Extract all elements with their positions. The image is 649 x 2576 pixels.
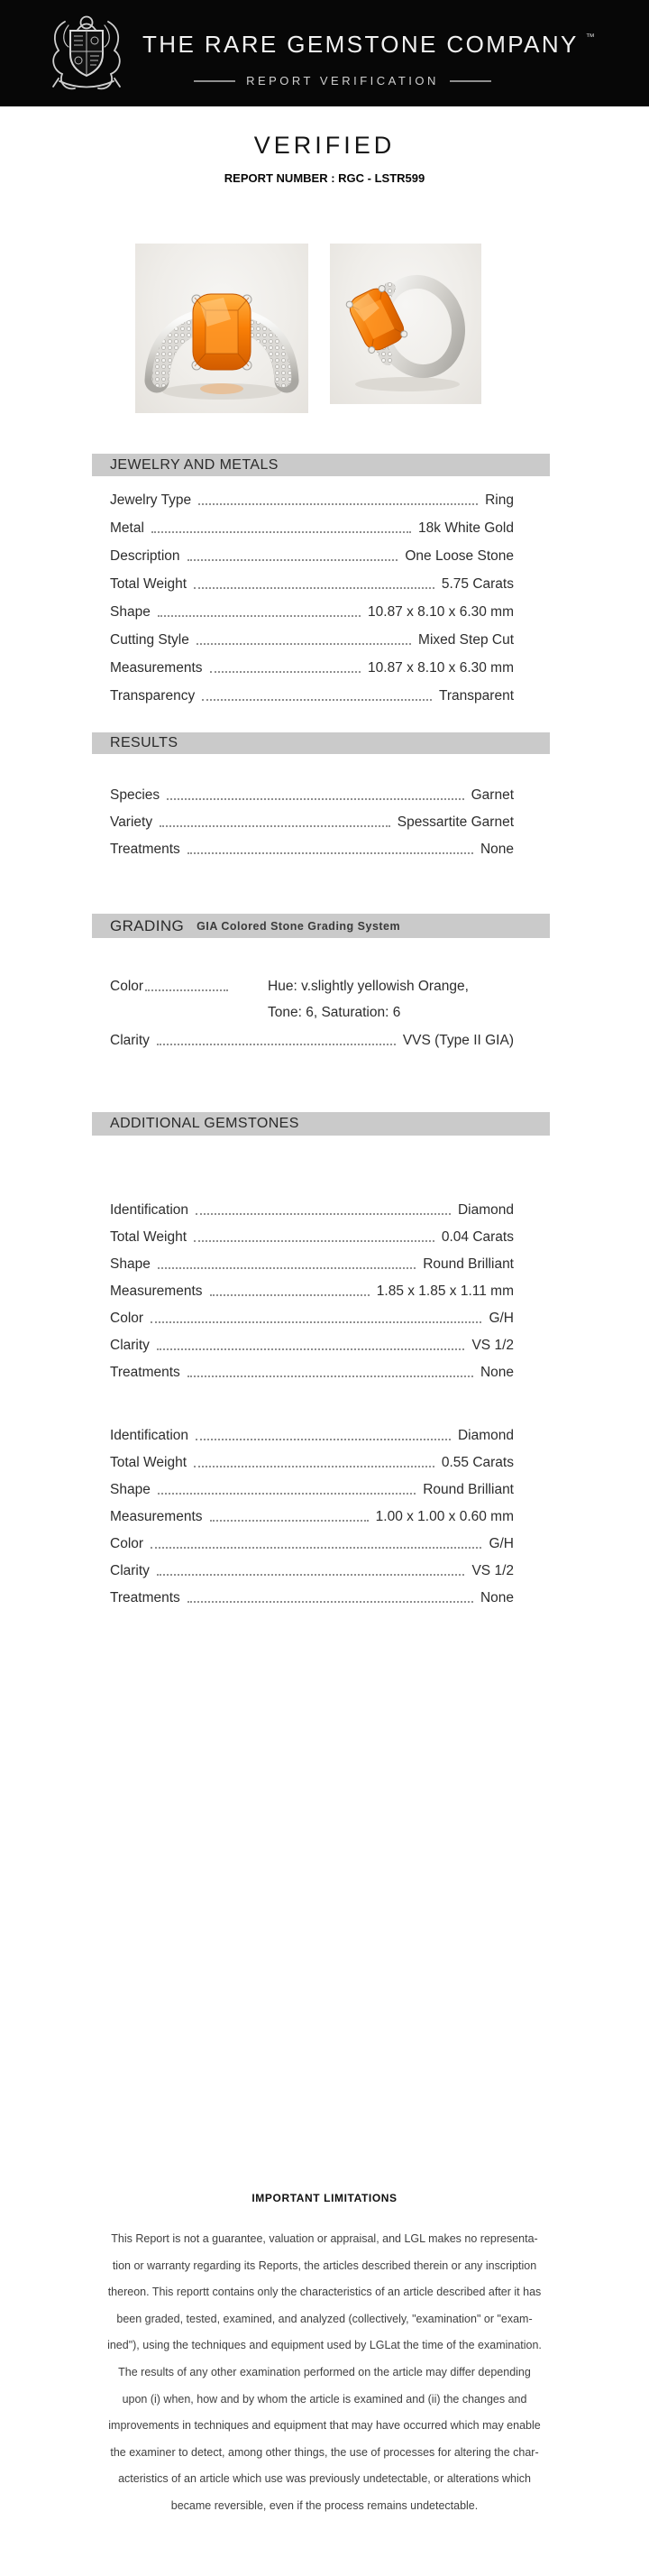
dotted-leader	[158, 615, 361, 617]
additional-gemstones-group-1	[110, 1195, 514, 1385]
grading-color-row	[110, 971, 514, 998]
spec-value: Diamond	[457, 1427, 514, 1443]
spec-value: Round Brilliant	[423, 1256, 514, 1272]
spec-value: Ring	[485, 492, 514, 508]
spec-value: VS 1/2	[471, 1337, 514, 1353]
spec-value: VVS (Type II GIA)	[402, 1032, 514, 1048]
limitations-line: thereon. This reportt contains only the characteristics of an article described after it has	[107, 2286, 542, 2299]
limitations-title: IMPORTANT LIMITATIONS	[251, 2192, 398, 2204]
spec-value: 5.75 Carats	[441, 575, 514, 592]
spec-label: Total Weight	[110, 1454, 187, 1470]
spec-value: 10.87 x 8.10 x 6.30 mm	[368, 603, 514, 620]
spec-label: Color	[110, 978, 144, 994]
spec-row	[110, 652, 514, 680]
trademark-symbol: ™	[585, 32, 595, 42]
dotted-leader	[158, 1493, 416, 1495]
spec-value: Hue: v.slightly yellowish Orange,	[268, 978, 469, 994]
ring-front-photo	[135, 244, 308, 413]
spec-value: 0.04 Carats	[441, 1228, 514, 1245]
spec-value: G/H	[489, 1535, 514, 1551]
grading-color-row-line2	[110, 998, 514, 1026]
dotted-leader	[187, 852, 473, 854]
spec-label: Metal	[110, 520, 144, 536]
additional-gemstones-group-2	[110, 1421, 514, 1610]
dotted-leader	[151, 1547, 481, 1549]
spec-value: None	[480, 1589, 514, 1605]
dotted-leader	[196, 1213, 451, 1215]
limitations-line: ined"), using the techniques and equipment used by LGLat the time of the examination.	[107, 2339, 542, 2352]
spec-label: Shape	[110, 1256, 151, 1272]
spec-label: Treatments	[110, 1364, 180, 1380]
spec-value: Mixed Step Cut	[418, 631, 514, 648]
spec-row	[110, 568, 514, 596]
spec-value: Tone: 6, Saturation: 6	[268, 1005, 401, 1020]
tagline-rule-right	[450, 80, 491, 82]
dotted-leader	[157, 1044, 396, 1045]
spec-row	[110, 512, 514, 540]
spec-row	[110, 1276, 514, 1303]
dotted-leader	[151, 531, 411, 533]
limitations-line: the examiner to detect, among other things, the use of processes for altering the char-	[110, 2445, 539, 2459]
spec-label: Clarity	[110, 1337, 150, 1353]
spec-row	[110, 1529, 514, 1556]
dotted-leader	[158, 1267, 416, 1269]
dotted-leader	[160, 825, 390, 827]
spec-label: Total Weight	[110, 575, 187, 592]
spec-label: Shape	[110, 1481, 151, 1497]
spec-value: 18k White Gold	[418, 520, 514, 536]
spec-row	[110, 834, 514, 861]
spec-row	[110, 540, 514, 568]
spec-value: VS 1/2	[471, 1562, 514, 1578]
spec-value: None	[480, 1364, 514, 1380]
spec-value: 0.55 Carats	[441, 1454, 514, 1470]
spec-value: 1.00 x 1.00 x 0.60 mm	[375, 1508, 514, 1524]
dotted-leader	[187, 559, 398, 561]
limitations-line: The results of any other examination performed on the article may differ depending	[118, 2365, 531, 2378]
limitations-line: acteristics of an article which use was previously undetectable, or alterations which	[118, 2472, 531, 2486]
spec-value: Diamond	[457, 1201, 514, 1218]
dotted-leader	[145, 989, 228, 991]
spec-label: Clarity	[110, 1562, 150, 1578]
spec-label: Color	[110, 1535, 144, 1551]
spec-label: Identification	[110, 1427, 189, 1443]
spec-row	[110, 596, 514, 624]
dotted-leader	[167, 798, 463, 800]
section-header-results	[92, 732, 550, 754]
spec-row	[110, 1421, 514, 1448]
spec-value: Transparent	[439, 687, 514, 704]
dotted-leader	[210, 1520, 369, 1522]
spec-label: Treatments	[110, 1589, 180, 1605]
dotted-leader	[194, 587, 434, 589]
section-header-jewelry-and-metals	[92, 454, 550, 476]
spec-label: Jewelry Type	[110, 492, 192, 508]
spec-row	[110, 1502, 514, 1529]
spec-row	[110, 1249, 514, 1276]
spec-label: Treatments	[110, 841, 180, 857]
grading-rows	[110, 971, 514, 1053]
jewelry-and-metals-rows	[110, 484, 514, 708]
spec-label: Variety	[110, 814, 153, 830]
spec-label: Cutting Style	[110, 631, 189, 648]
ring-front-illustration	[135, 244, 308, 413]
dotted-leader	[157, 1574, 465, 1576]
company-crest-logo	[45, 11, 128, 96]
spec-value: G/H	[489, 1310, 514, 1326]
dotted-leader	[157, 1348, 465, 1350]
dotted-leader	[196, 1439, 451, 1440]
dotted-leader	[187, 1375, 473, 1377]
company-name-line	[142, 31, 595, 59]
dotted-leader	[197, 643, 411, 645]
spec-label: Measurements	[110, 659, 203, 676]
spec-row	[110, 1303, 514, 1330]
tagline-row	[135, 74, 550, 87]
spec-row	[110, 1475, 514, 1502]
dotted-leader	[202, 699, 432, 701]
spec-label: Shape	[110, 603, 151, 620]
spec-value: 1.85 x 1.85 x 1.11 mm	[376, 1283, 514, 1299]
company-name: THE RARE GEMSTONE COMPANY	[142, 31, 579, 58]
ring-side-illustration	[330, 244, 481, 404]
section-header-additional-gemstones	[92, 1112, 550, 1136]
spec-label: Transparency	[110, 687, 196, 704]
spec-label: Clarity	[110, 1032, 150, 1048]
report-number: REPORT NUMBER : RGC - LSTR599	[224, 171, 425, 185]
spec-row	[110, 624, 514, 652]
section-title: ADDITIONAL GEMSTONES	[110, 1116, 299, 1131]
limitations-line: upon (i) when, how and by whom the article is examined and (ii) the changes and	[122, 2392, 527, 2406]
spec-label: Identification	[110, 1201, 189, 1218]
limitations-line: been graded, tested, examined, and analyzed (collectively, "examination" or "exam-	[116, 2312, 533, 2325]
spec-value: 10.87 x 8.10 x 6.30 mm	[368, 659, 514, 676]
spec-value: Garnet	[471, 787, 514, 803]
spec-label: Species	[110, 787, 160, 803]
spec-value: None	[480, 841, 514, 857]
limitations-line: tion or warranty regarding its Reports, the articles described therein or any inscription	[112, 2259, 537, 2272]
spec-value: One Loose Stone	[405, 547, 514, 564]
spec-row	[110, 780, 514, 807]
spec-row	[110, 1330, 514, 1357]
results-rows	[110, 780, 514, 861]
dotted-leader	[210, 1294, 370, 1296]
spec-label: Color	[110, 1310, 144, 1326]
spec-value: Spessartite Garnet	[397, 814, 514, 830]
section-subtitle: GIA Colored Stone Grading System	[197, 919, 401, 933]
limitations-paragraph	[72, 2226, 577, 2520]
spec-row	[110, 680, 514, 708]
spec-label: Description	[110, 547, 180, 564]
limitations-line: improvements in techniques and equipment that may have occurred which may enable	[108, 2419, 541, 2433]
tagline-text: REPORT VERIFICATION	[246, 74, 439, 87]
spec-row	[110, 484, 514, 512]
section-header-grading	[92, 914, 550, 938]
dotted-leader	[151, 1321, 481, 1323]
spec-value: Round Brilliant	[423, 1481, 514, 1497]
header-banner	[0, 0, 649, 106]
dotted-leader	[194, 1466, 434, 1467]
limitations-line: became reversible, even if the process remains undetectable.	[170, 2498, 479, 2512]
section-title: GRADING	[110, 916, 185, 934]
limitations-line: This Report is not a guarantee, valuation or appraisal, and LGL makes no representa-	[111, 2232, 538, 2245]
dotted-leader	[198, 503, 478, 505]
spec-row	[110, 807, 514, 834]
spec-row	[110, 1195, 514, 1222]
ring-side-photo	[330, 244, 481, 404]
spec-label: Measurements	[110, 1508, 203, 1524]
spec-label: Measurements	[110, 1283, 203, 1299]
dotted-leader	[187, 1601, 473, 1603]
verified-status-title: VERIFIED	[253, 132, 396, 159]
dotted-leader	[210, 671, 361, 673]
spec-label: Total Weight	[110, 1228, 187, 1245]
spec-row	[110, 1222, 514, 1249]
spec-row	[110, 1556, 514, 1583]
spec-row	[110, 1583, 514, 1610]
grading-clarity-row	[110, 1026, 514, 1053]
spec-row	[110, 1448, 514, 1475]
dotted-leader	[194, 1240, 434, 1242]
spec-row	[110, 1357, 514, 1385]
section-title: JEWELRY AND METALS	[110, 456, 279, 473]
section-title: RESULTS	[110, 735, 178, 750]
tagline-rule-left	[194, 80, 235, 82]
